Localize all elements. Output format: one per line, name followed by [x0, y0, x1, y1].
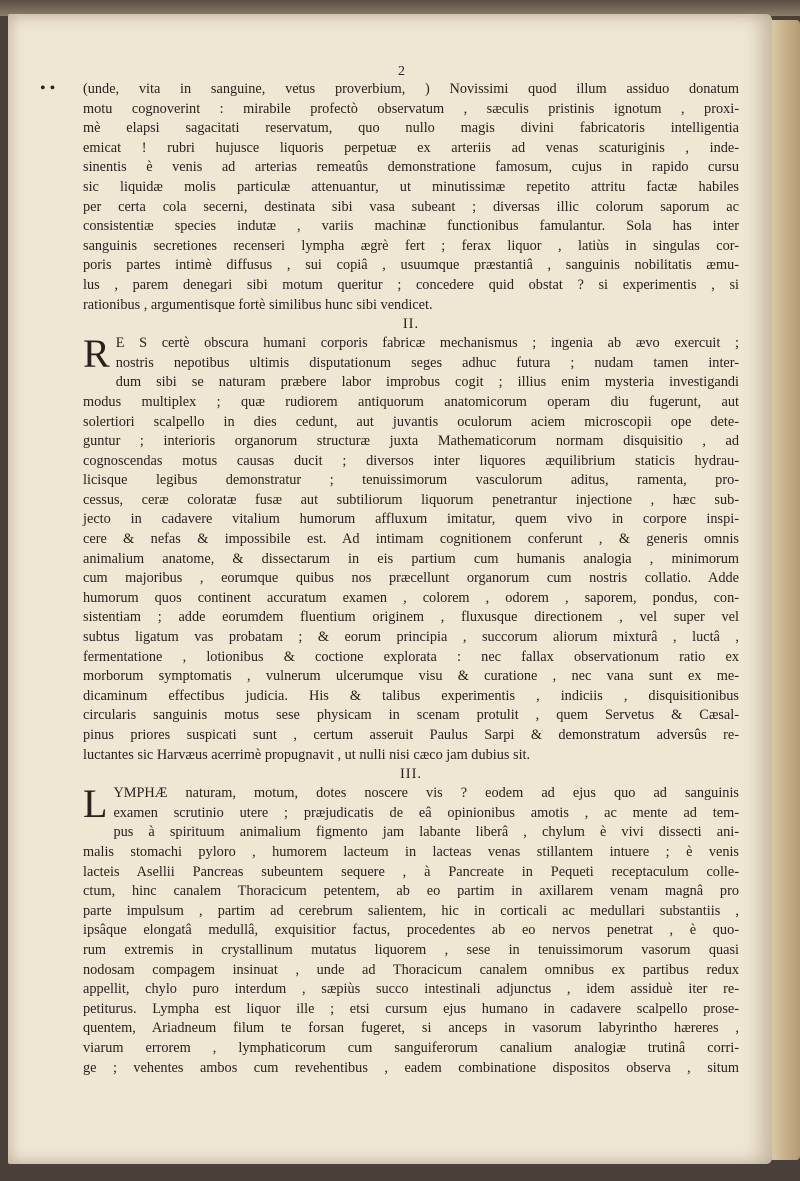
text-line: ctum, hinc canalem Thoracicum petentem, ab eo partim in axillarem venam magnâ pro	[83, 883, 739, 900]
text-line: sic liquidæ molis particulæ attenuantur, ut minutissimæ repetito attritu factæ habiles	[83, 178, 739, 195]
text-line: appellit, chylo puro interdum , sæpiùs succo intestinali adjunctus , idem assiduè iter re-	[83, 981, 739, 998]
text-line: licisque legibus demonstratur ; tenuissimorum vasculorum aditus, ramenta, pro-	[83, 472, 739, 489]
text-line: lus , parem denegari sibi motum queritur ; concedere quid obstat ? si experimentis , si	[83, 276, 739, 293]
text-line: malis stomachi pyloro , humorem lacteum in lacteas venas stillantem intuere ; è venis	[83, 843, 739, 860]
text-line: dicaminum effectibus judicia. His & talibus experimentis , indiciis , disquisitionibus	[83, 687, 739, 704]
page-body	[83, 62, 739, 1078]
text-line: sanguinis secretiones recenseri lympha ægrè fert ; ferax liquor , latiùs in singulas cor-	[83, 237, 739, 254]
text-line: nostris nepotibus ultimis disputationum seges adhuc futura ; nudam tamen inter-	[115, 354, 739, 371]
text-line: circularis sanguinis motus sese physicam in scenam protulit , quem Servetus & Cæsal-	[83, 707, 739, 724]
text-line: animalium anatome, & dissectarum in eis partium cum humanis analogia , minimorum	[83, 550, 739, 567]
text-line: sinentis è venis ad arterias remeatûs demonstratione famosum, cujus in rapido cursu	[83, 159, 739, 176]
text-line: luctantes sic Harvæus acerrimè propugnavit , ut nulli nisi cæco jam dubius sit.	[83, 746, 531, 763]
section-2-paragraph	[83, 331, 739, 765]
text-line: ge ; vehentes ambos cum revehentibus , eadem combinatione dispositos observa , situm	[83, 1059, 739, 1076]
text-line: modus multiplex ; quæ rudiorem antiquorum anatomicorum operam diu fugerunt, aut	[83, 393, 739, 410]
text-line: pus à spirituum animalium figmento jam labante liberâ , chylum è vivi dissecti ani-	[113, 824, 739, 841]
page-number: 2	[398, 64, 405, 79]
text-line: cessus, ceræ coloratæ fusæ aut subtiliorum liquorum penetrantur injectione , hæc sub-	[83, 491, 739, 508]
text-line: ipsâque elongatâ medullâ, exquisitior factus, procedentes ab eo nervos penetrat , è quo-	[83, 922, 739, 939]
text-line: humorum quos continent accuratum examen , colorem , odorem , saporem, pondus, con-	[83, 589, 739, 606]
text-line: YMPHÆ naturam, motum, dotes noscere vis ? eodem ad ejus quo ad sanguinis	[113, 785, 739, 802]
text-line: E S certè obscura humani corporis fabricæ mechanismus ; ingenia ab ævo exercuit ;	[115, 335, 739, 352]
paragraph-1	[83, 80, 739, 315]
text-line: motu cognoverint : mirabile profectò observatum , sæculis pristinis ignotum , proxi-	[83, 100, 739, 117]
text-line: parte impulsum , partim ad cerebrum salientem, hic in corticali ac medullari substantiis ,	[83, 902, 739, 919]
text-line: sistentiam ; adde eorumdem fluentium originem , fluxusque directionem , vel super vel	[83, 609, 739, 626]
section-heading-3: III.	[399, 766, 423, 783]
text-line: solertiori scalpello in dies cedunt, aut juvantis oculorum aciem microscopii ope dete-	[83, 413, 739, 430]
text-line: lacteis Asellii Pancreas subeuntem sequere , à Pancreate in Pequeti receptaculum colle-	[83, 863, 739, 880]
text-line: jecto in cadavere vitalium humorum affluxum imitatur, quem vivo in corpore inspi-	[83, 511, 739, 528]
text-line: consistentiæ species indutæ , variis machinæ functionibus famulantur. Sola has inter	[83, 218, 739, 235]
text-line: poris partes intimè diffusus , sui copiâ , usuumque præstantiâ , sanguinis nobilitatis æmu-	[83, 257, 739, 274]
text-line: pinus priores suspicati sunt , certum asseruit Paulus Sarpi & demonstratum adversûs re-	[83, 727, 739, 743]
drop-cap: R	[83, 331, 110, 377]
text-line: emicat ! rubri hujusce liquoris perpetuæ ex arteriis ad venas scaturiginis , inde-	[83, 139, 739, 156]
text-line: dum sibi se naturam præbere labor improbus cogit ; illius enim mysteria investigandi	[115, 374, 739, 391]
text-line: cum majoribus , eorumque quibus nos præcellunt organorum cum nostris collatio. Adde	[83, 570, 739, 587]
text-line: rationibus , argumentisque fortè similibus hunc sibi vendicet.	[83, 296, 433, 313]
page-fore-edge	[772, 20, 800, 1160]
text-line: petiturus. Lympha est liquor ille ; etsi cursum ejus humano in cadavere scalpello prose-	[83, 1000, 739, 1017]
text-line: rum extremis in crystallinum mutatus liquorem , sese in tenuissimorum vasorum quasi	[83, 941, 739, 958]
text-line: nodosam compagem insinuat , unde ad Thoracicum canalem omnibus ex partibus redux	[83, 961, 739, 978]
text-line: examen scrutinio utere ; præjudicatis de eâ opinionibus amotis , ac mente ad tem-	[113, 804, 739, 821]
section-heading-2: II.	[402, 316, 420, 333]
text-line: guntur ; interioris organorum structuræ juxta Mathematicorum normam disquisitio , ad	[83, 433, 739, 450]
text-line: morborum symptomatis , vulnerum ulcerumque visu & curatione , nec vana sunt ex me-	[83, 668, 739, 685]
text-line: cognoscendas motus causas ducit ; diversos inter liquores æquilibrium staticis hydrau-	[83, 452, 739, 469]
text-line: quentem, Ariadneum filum te forsan fugeret, si anceps in vasorum labyrintho hæreres ,	[83, 1020, 739, 1037]
text-line: per certa cola secerni, destinata sibi vasa subeant ; diversas illic colorum saporum ac	[83, 198, 739, 215]
section-3-paragraph	[83, 781, 739, 1078]
margin-mark: • •	[40, 80, 56, 97]
text-line: subtus ligatum vas probatam ; & eorum principia , succorum aliorum mixturâ , luctâ ,	[83, 629, 739, 646]
text-line: (unde, vita in sanguine, vetus proverbium, ) Novissimi quod illum assiduo donatum	[83, 81, 739, 97]
text-line: cere & nefas & impossibile est. Ad intimam cognitionem conferunt , & generis omnis	[83, 531, 739, 548]
text-line: fermentatione , lotionibus & coctione explorata : nec fallax observationum ratio ex	[83, 648, 739, 665]
drop-cap: L	[83, 781, 108, 827]
text-line: viarum errorem , lymphaticorum cum sanguiferorum canalium analogiæ trutinâ corri-	[83, 1039, 739, 1056]
text-line: mè elapsi sagacitati reservatum, quo nullo magis divini fabricatoris intelligentia	[83, 120, 739, 137]
